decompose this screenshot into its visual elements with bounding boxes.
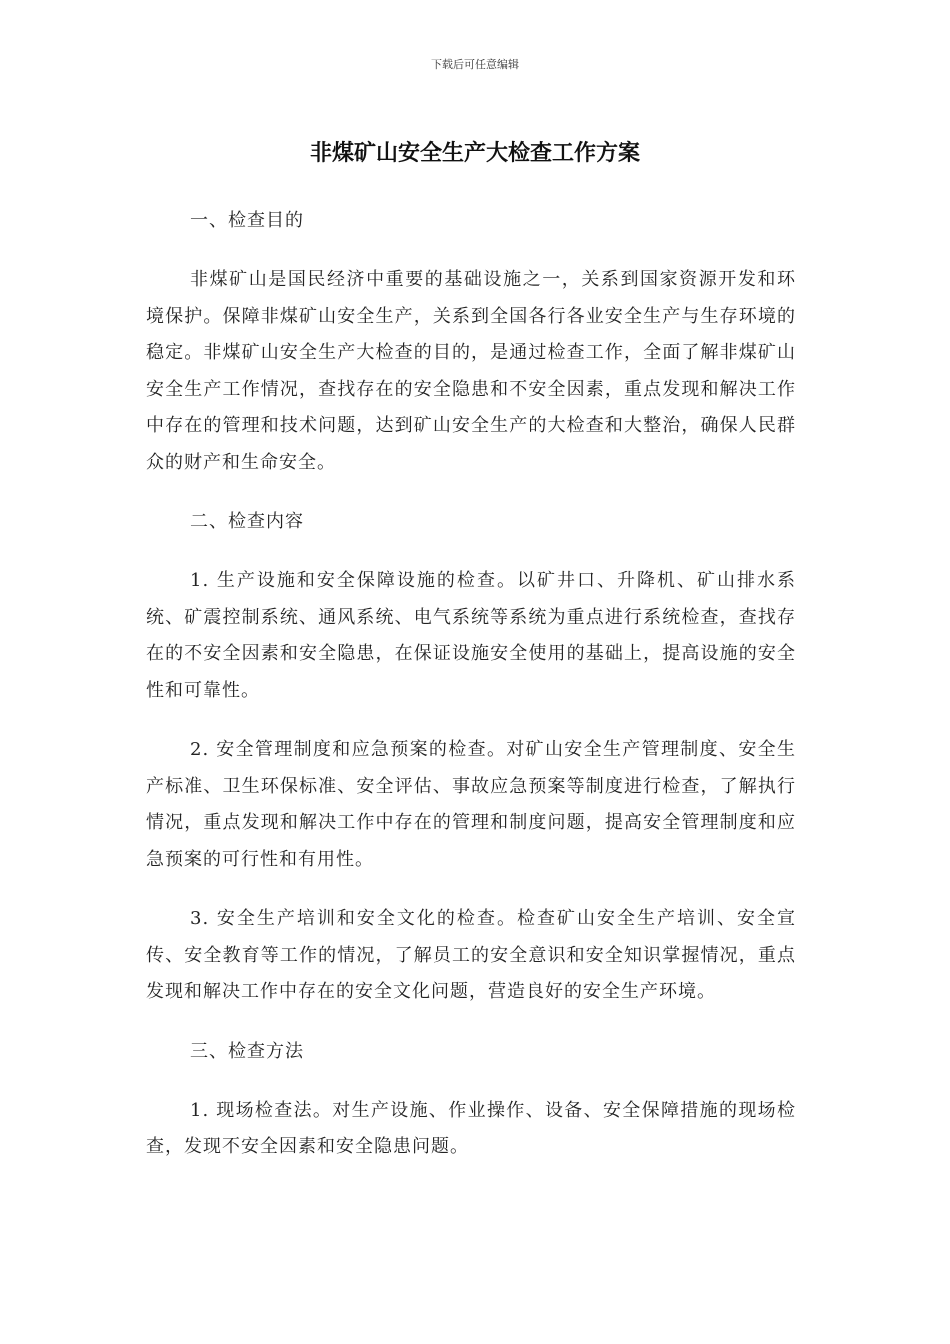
- paragraph: 2. 安全管理制度和应急预案的检查。对矿山安全生产管理制度、安全生产标准、卫生环保标准、安全评估、事故应急预案等制度进行检查，了解执行情况，重点发现和解决工作中存在的管理和制度问题，提高安全管理制度和应急预案的可行性和有用性。: [146, 739, 796, 870]
- section-method: [146, 1034, 796, 1166]
- header-note: 下载后可任意编辑: [431, 58, 519, 71]
- paragraph: 非煤矿山是国民经济中重要的基础设施之一，关系到国家资源开发和环境保护。保障非煤矿山安全生产，关系到全国各行各业安全生产与生存环境的稳定。非煤矿山安全生产大检查的目的，是通过检查工作，全面了解非煤矿山安全生产工作情况，查找存在的安全隐患和不安全因素，重点发现和解决工作中存在的管理和技术问题，达到矿山安全生产的大检查和大整治，确保人民群众的财产和生命安全。: [146, 269, 796, 473]
- paragraph: 1. 生产设施和安全保障设施的检查。以矿井口、升降机、矿山排水系统、矿震控制系统、通风系统、电气系统等系统为重点进行系统检查，查找存在的不安全因素和安全隐患，在保证设施安全使用的基础上，提高设施的安全性和可靠性。: [146, 570, 796, 701]
- section-heading: 二、检查内容: [190, 511, 304, 532]
- paragraph: 3. 安全生产培训和安全文化的检查。检查矿山安全生产培训、安全宣传、安全教育等工作的情况，了解员工的安全意识和安全知识掌握情况，重点发现和解决工作中存在的安全文化问题，营造良好的安全生产环境。: [146, 908, 796, 1002]
- section-purpose: [146, 203, 796, 481]
- section-heading: 一、检查目的: [190, 210, 304, 231]
- document-title: 非煤矿山安全生产大检查工作方案: [309, 141, 640, 166]
- section-content: [146, 504, 796, 1011]
- paragraph: 1. 现场检查法。对生产设施、作业操作、设备、安全保障措施的现场检查，发现不安全因素和安全隐患问题。: [146, 1099, 796, 1157]
- document-body: [146, 203, 796, 1189]
- section-heading: 三、检查方法: [190, 1040, 304, 1062]
